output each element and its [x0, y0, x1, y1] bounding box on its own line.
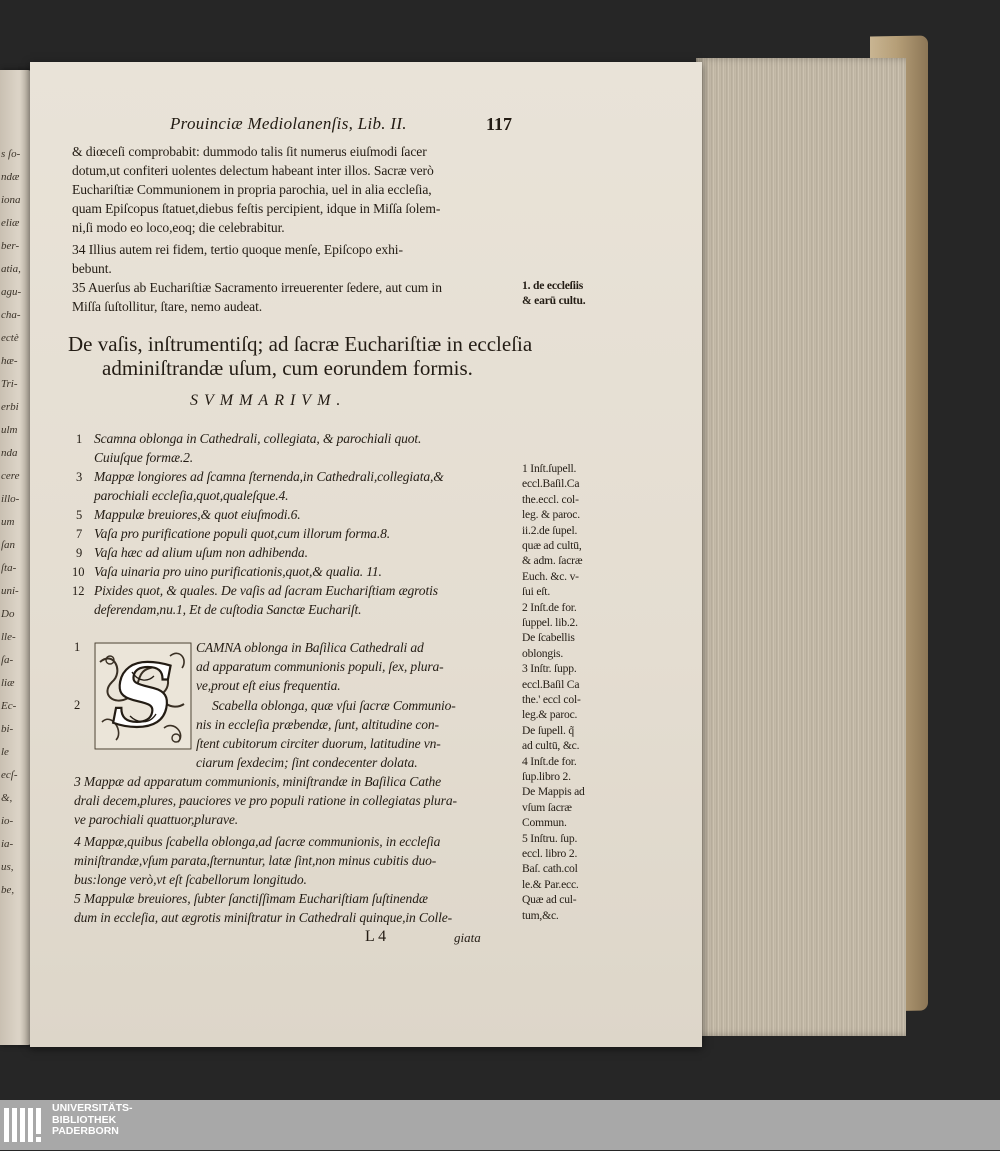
summary-number: 3 [76, 470, 83, 484]
margin-note-line: the.eccl. col- [522, 492, 579, 506]
library-name-line: PADERBORN [52, 1125, 119, 1137]
body-line: ve,prout eſt eius frequentia. [196, 678, 341, 693]
margin-note-line: 5 Inſtru. ſup. [522, 831, 578, 845]
margin-note-line: Quæ ad cul- [522, 893, 577, 907]
summary-number: 12 [72, 584, 85, 598]
left-page-text-fragment: iona [1, 194, 21, 206]
body-line: nis in eccleſia præbendæ, ſunt, altitudine con- [196, 717, 439, 732]
body-line: Euchariſtiæ Communionem in propria parochia, uel in alia eccleſia, [72, 182, 432, 197]
svg-text:S: S [111, 646, 175, 747]
summary-number: 5 [76, 508, 83, 522]
margin-note-line: De Mappis ad [522, 785, 585, 799]
left-page-text-fragment: io- [1, 815, 14, 827]
margin-note-line: the.' eccl col- [522, 693, 581, 706]
left-page-text-fragment: ectè [1, 332, 19, 344]
left-page-text-fragment: um [1, 516, 15, 528]
library-name-line: UNIVERSITÄTS- [52, 1102, 133, 1114]
body-line: 5 Mappulæ breuiores, ſubter ſanctiſſimam Euchariſtiam ſuſtinendæ [74, 891, 428, 906]
left-page-text-fragment: Ec- [1, 700, 17, 712]
library-name-line: BIBLIOTHEK [52, 1113, 117, 1126]
margin-note-line: le.& Par.ecc. [522, 877, 579, 891]
left-page-text-fragment: hæ- [1, 355, 18, 367]
left-page-text-fragment: Do [1, 608, 15, 620]
signature-mark: L 4 [365, 928, 387, 945]
margin-note-line: ſui eſt. [522, 585, 551, 599]
margin-note-line: oblongis. [522, 646, 564, 660]
body-line: ve parochiali quattuor,plurave. [74, 812, 238, 827]
left-page-fragment [0, 70, 32, 1045]
margin-note-line: eccl.Baſil Ca [522, 677, 580, 691]
summary-text: Mappulæ breuiores,& quot eiuſmodi.6. [94, 507, 301, 522]
margin-note-line: 4 Inſt.de for. [522, 754, 577, 768]
body-line: dum in eccleſia, aut ægrotis miniſtratur in Cathedrali quinque,in Colle- [74, 910, 452, 925]
body-line: Miſſa ſuſtollitur, ſtare, nemo audeat. [72, 299, 263, 314]
margin-note-line: ad cultū, &c. [522, 739, 580, 753]
section-heading: De vaſis, inſtrumentiſq; ad ſacræ Euchariſtiæ in eccleſia [68, 332, 533, 356]
summary-number: 7 [76, 527, 83, 541]
body-line: bebunt. [72, 261, 112, 276]
book-page-edges [696, 58, 906, 1036]
margin-note-line: Commun. [522, 816, 567, 830]
left-page-text-fragment: Tri- [1, 378, 18, 390]
body-line: 4 Mappæ,quibus ſcabella oblonga,ad ſacræ communionis, in eccleſia [74, 834, 441, 849]
left-page-text-fragment: ecſ- [1, 769, 18, 781]
body-line: miniſtrandæ,vſum parata,ſternuntur, latæ ſint,non minus cubitis duo- [74, 853, 437, 868]
margin-note-line: leg.& paroc. [522, 708, 578, 722]
margin-note-line: leg. & paroc. [522, 508, 580, 522]
summary-text: deferendam,nu.1, Et de cuſtodia Sanctæ Euchariſt. [94, 602, 362, 617]
summary-text: Cuiuſque formæ.2. [94, 450, 194, 465]
margin-note-line: tum,&c. [522, 908, 559, 922]
body-line: ſtent cubitorum circiter duorum, latitudine vn- [196, 736, 441, 751]
body-line: CAMNA oblonga in Baſilica Cathedrali ad [196, 640, 424, 655]
left-page-text-fragment: uni- [1, 585, 19, 597]
left-page-text-fragment: lle- [1, 631, 16, 643]
left-page-text-fragment: cere [1, 470, 20, 482]
catchword: giata [454, 930, 481, 945]
page-number: 117 [486, 114, 513, 134]
library-logo-icon [4, 1104, 44, 1146]
summary-text: Scamna oblonga in Cathedrali, collegiata, & parochiali quot. [94, 431, 422, 446]
summary-text: Vaſa hæc ad alium uſum non adhibenda. [94, 545, 308, 560]
body-line: ciarum ſexdecim; ſint condecenter dolata. [196, 755, 418, 770]
summary-text: parochiali eccleſia,quot,qualeſque.4. [94, 488, 289, 503]
margin-note-line: eccl.Baſil.Ca [522, 477, 580, 491]
left-page-text-fragment: erbi [1, 401, 19, 413]
margin-note-line: & adm. ſacræ [522, 554, 583, 568]
body-line: ni,ſi modo eo loco,eoq; die celebrabitur. [72, 220, 285, 235]
margin-note-line: ſuppel. lib.2. [522, 616, 578, 629]
left-page-text-fragment: nda [1, 447, 18, 459]
body-line: dotum,ut confiteri uolentes delectum habeant inter illos. Sacræ verò [72, 163, 434, 178]
left-page-text-fragment: us, [1, 861, 14, 873]
margin-note-line: ii.2.de ſupel. [522, 523, 578, 537]
body-line: bus:longe verò,vt eſt ſcabellorum longitudo. [74, 872, 307, 887]
margin-note-line: 1 Inſt.ſupell. [522, 462, 577, 475]
summary-text: Vaſa pro purificatione populi quot,cum illorum forma.8. [94, 526, 390, 541]
margin-note-line: De ſupell. q̃ [522, 723, 575, 737]
margin-note-line: Baſ. cath.col [522, 862, 578, 876]
section-heading: adminiſtrandæ uſum, cum eorundem formis. [102, 356, 473, 380]
right-page [30, 62, 702, 1047]
left-page-text-fragment: atia, [1, 263, 21, 275]
body-line: ad apparatum communionis populi, ſex, plura- [196, 659, 444, 674]
margin-note-line: ſup.libro 2. [522, 770, 571, 783]
margin-note-line: 2 Inſt.de for. [522, 600, 577, 614]
left-page-text-fragment: bi- [1, 723, 14, 735]
left-page-text-fragment: eliæ [1, 217, 20, 229]
summary-number: 10 [72, 565, 85, 579]
body-line: quam Epiſcopus ſtatuet,diebus feſtis percipient, idque in Miſſa ſolem- [72, 201, 441, 216]
left-page-text-fragment: ſa- [1, 654, 14, 666]
summary-text: Pixides quot, & quales. De vaſis ad ſacram Euchariſtiam ægrotis [94, 583, 438, 598]
left-page-text-fragment: liæ [1, 677, 15, 689]
left-page-text-fragment: ſta- [1, 562, 17, 574]
left-page-text-fragment: ſan [1, 539, 16, 551]
summarium-title: SVMMARIVM. [190, 392, 347, 409]
margin-note-line: De ſcabellis [522, 631, 575, 645]
margin-note-top: & earū cultu. [522, 294, 586, 307]
margin-note-line: quæ ad cultū, [522, 539, 582, 552]
margin-note-line: vſum ſacræ [522, 800, 572, 814]
left-page-text-fragment: cha- [1, 309, 21, 321]
left-page-text-fragment: ndæ [1, 171, 20, 183]
body-line: Scabella oblonga, quæ vſui ſacræ Communio- [212, 698, 456, 713]
left-page-text-fragment: illo- [1, 493, 20, 505]
summary-text: Vaſa uinaria pro uino purificationis,quot,& qualia. 11. [94, 564, 382, 579]
footer-bar [0, 1100, 1000, 1150]
paragraph-number: 1 [74, 640, 81, 654]
left-page-text-fragment: s ſo- [1, 148, 21, 160]
summary-number: 1 [76, 432, 83, 446]
margin-note-line: eccl. libro 2. [522, 847, 578, 860]
left-page-text-fragment: be, [1, 884, 15, 896]
margin-note-top: 1. de eccleſiis [522, 279, 584, 292]
body-line: & diœceſi comprobabit: dummodo talis ſit numerus eiuſmodi ſacer [72, 144, 427, 159]
body-line: 3 Mappæ ad apparatum communionis, miniſtrandæ in Baſilica Cathe [74, 774, 442, 789]
left-page-text-fragment: agu- [1, 286, 22, 298]
left-page-text-fragment: ia- [1, 838, 14, 850]
library-name [52, 1103, 133, 1138]
margin-note-line: Euch. &c. v- [522, 569, 579, 583]
decorated-initial-s [94, 642, 192, 750]
left-page-text-fragment: &, [1, 792, 13, 804]
body-line: drali decem,plures, pauciores ve pro populi ratione in collegiatas plura- [74, 793, 457, 808]
body-line: 34 Illius autem rei fidem, tertio quoque menſe, Epiſcopo exhi- [72, 242, 403, 257]
body-line: 35 Auerſus ab Euchariſtiæ Sacramento irreuerenter ſedere, aut cum in [72, 280, 442, 295]
paragraph-number: 2 [74, 698, 81, 712]
running-head: Prouinciæ Mediolanenſis, Lib. II. [170, 114, 407, 133]
left-page-text-fragment: le [1, 746, 9, 758]
summary-number: 9 [76, 546, 83, 560]
summary-text: Mappæ longiores ad ſcamna ſternenda,in Cathedrali,collegiata,& [94, 469, 444, 484]
left-page-text-fragment: ulm [1, 424, 18, 436]
margin-note-line: 3 Inſtr. ſupp. [522, 662, 577, 676]
left-page-text-fragment: ber- [1, 240, 20, 252]
